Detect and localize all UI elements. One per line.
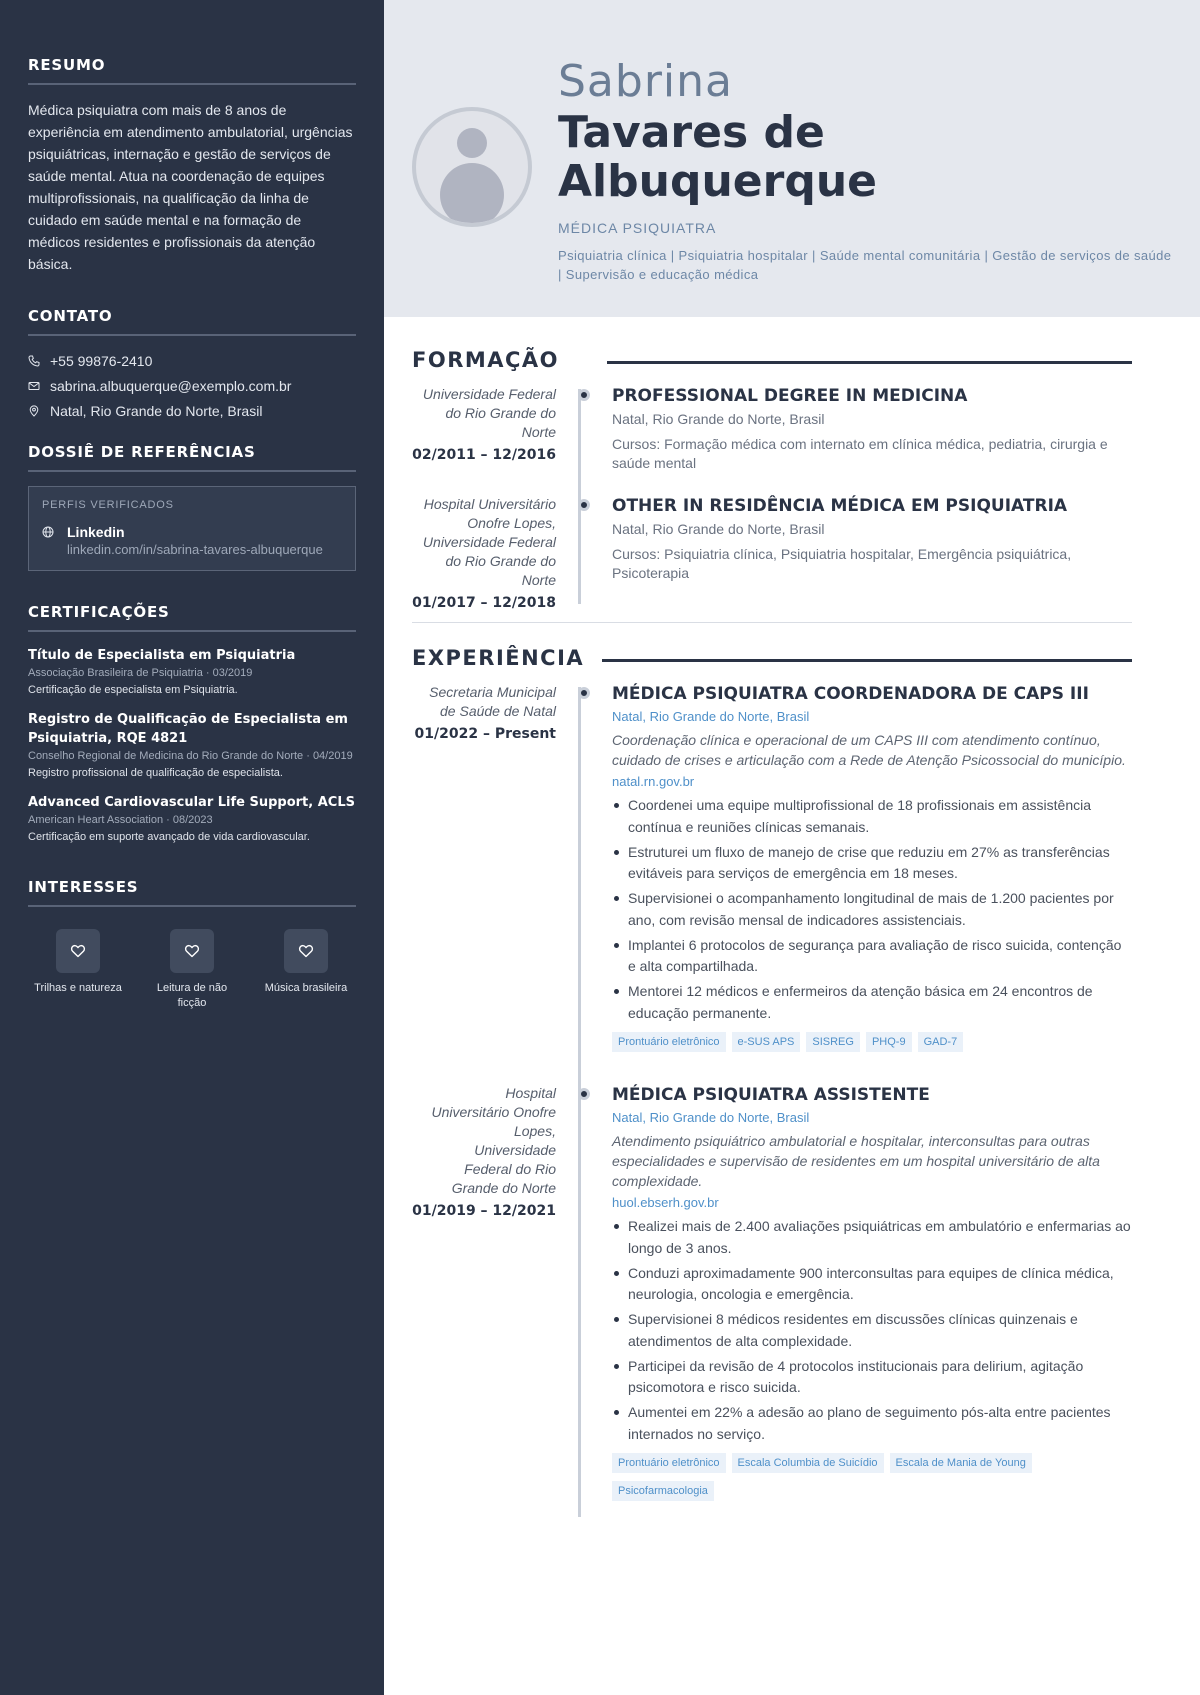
timeline-node	[558, 683, 612, 1060]
summary-heading: RESUMO	[28, 56, 356, 85]
institution: Hospital Universitário Onofre Lopes, Universidade Federal do Rio Grande do Norte	[422, 496, 556, 588]
certification-item	[28, 646, 356, 699]
contact-phone[interactable]	[28, 352, 356, 369]
globe-icon	[42, 526, 54, 538]
avatar-body-shape	[440, 163, 504, 227]
linkedin-profile[interactable]	[42, 523, 342, 558]
section-rule	[607, 361, 1132, 364]
experience-details	[612, 683, 1132, 1060]
skill-tag: Prontuário eletrônico	[612, 1032, 726, 1052]
experience-timeline	[412, 683, 1132, 1509]
certification-item	[28, 710, 356, 782]
last-name-line-1: Tavares de	[558, 107, 825, 158]
interest-label: Música brasileira	[264, 982, 348, 994]
linkedin-label: Linkedin	[67, 524, 125, 540]
achievements-list	[612, 795, 1132, 1024]
education-details	[612, 495, 1132, 612]
experience-heading: EXPERIÊNCIA	[412, 646, 585, 670]
location-text: Natal, Rio Grande do Norte, Brasil	[50, 402, 263, 419]
heart-icon	[284, 929, 328, 973]
skill-tag: e-SUS APS	[732, 1032, 801, 1052]
experience-entry	[412, 1084, 1132, 1509]
references-section	[28, 443, 356, 571]
experience-entry	[412, 683, 1132, 1060]
experience-dates: 01/2019 – 12/2021	[412, 1203, 556, 1219]
contact-location	[28, 402, 356, 419]
timeline-dot	[578, 1088, 590, 1100]
avatar-head-shape	[457, 128, 487, 158]
education-timeline	[412, 385, 1132, 612]
employer: Hospital Universitário Onofre Lopes, Universidade Federal do Rio Grande do Norte	[431, 1085, 556, 1196]
contact-section	[28, 307, 356, 419]
skill-tag: Escala Columbia de Suicídio	[732, 1453, 884, 1473]
interests-heading: INTERESSES	[28, 878, 356, 907]
education-courses: Cursos: Formação médica com internato em clínica médica, pediatria, cirurgia e saúde mental	[612, 436, 1108, 471]
interest-label: Trilhas e natureza	[34, 982, 122, 994]
education-courses: Cursos: Psiquiatria clínica, Psiquiatria hospitalar, Emergência psiquiátrica, Psicoterapia	[612, 546, 1072, 581]
interests-section	[28, 878, 356, 1011]
phone-text: +55 99876-2410	[50, 352, 153, 369]
interests-list	[28, 921, 356, 1011]
education-entry	[412, 385, 1132, 473]
certification-issuer: Associação Brasileira de Psiquiatria · 03/2019	[28, 667, 253, 679]
certification-item	[28, 793, 356, 846]
achievement-item: Supervisionei 8 médicos residentes em discussões clínicas quinzenais e atendimentos de alta complexidade.	[612, 1309, 1132, 1352]
main-content	[412, 345, 1132, 1509]
employer: Secretaria Municipal de Saúde de Natal	[429, 684, 556, 719]
mail-icon	[28, 380, 40, 392]
degree-title: OTHER IN RESIDÊNCIA MÉDICA EM PSIQUIATRIA	[612, 496, 1068, 516]
certification-description: Certificação de especialista em Psiquiatria.	[28, 684, 238, 696]
employer-website-link[interactable]: huol.ebserh.gov.br	[612, 1195, 719, 1210]
achievement-item: Realizei mais de 2.400 avaliações psiquiátricas em ambulatório e enfermarias ao longo de 3 anos.	[612, 1216, 1132, 1259]
certification-issuer: Conselho Regional de Medicina do Rio Grande do Norte · 04/2019	[28, 750, 353, 762]
timeline-node	[558, 1084, 612, 1509]
certifications-section	[28, 603, 356, 846]
phone-icon	[28, 355, 40, 367]
skill-tags	[612, 1453, 1132, 1509]
email-text: sabrina.albuquerque@exemplo.com.br	[50, 377, 292, 394]
certification-title: Advanced Cardiovascular Life Support, ACLS	[28, 795, 355, 810]
employer-website-link[interactable]: natal.rn.gov.br	[612, 774, 695, 789]
job-title: MÉDICA PSIQUIATRA	[558, 220, 717, 236]
summary-section	[28, 56, 356, 275]
degree-title: PROFESSIONAL DEGREE IN MEDICINA	[612, 386, 968, 406]
education-dates: 01/2017 – 12/2018	[412, 595, 556, 611]
timeline-node	[558, 495, 612, 612]
skill-tag: GAD-7	[918, 1032, 964, 1052]
linkedin-url[interactable]: linkedin.com/in/sabrina-tavares-albuquerque	[67, 542, 323, 557]
certification-description: Registro profissional de qualificação de especialista.	[28, 767, 283, 779]
verified-profiles-box	[28, 486, 356, 571]
institution: Universidade Federal do Rio Grande do Norte	[422, 386, 556, 440]
job-role: MÉDICA PSIQUIATRA COORDENADORA DE CAPS III	[612, 684, 1089, 704]
section-rule	[602, 659, 1132, 662]
verified-profiles-caption: PERFIS VERIFICADOS	[42, 499, 174, 511]
skill-tag: Prontuário eletrônico	[612, 1453, 726, 1473]
name-block	[558, 56, 1178, 284]
job-role: MÉDICA PSIQUIATRA ASSISTENTE	[612, 1085, 930, 1105]
achievement-item: Conduzi aproximadamente 900 interconsultas para equipes de clínica médica, neurologia, oncologia e emergência.	[612, 1263, 1132, 1306]
sidebar	[0, 0, 384, 1695]
achievements-list	[612, 1216, 1132, 1445]
skill-tags	[612, 1032, 1132, 1060]
experience-location: Natal, Rio Grande do Norte, Brasil	[612, 709, 810, 724]
interest-item	[256, 929, 356, 1011]
experience-summary: Atendimento psiquiátrico ambulatorial e hospitalar, interconsultas para outras especialidades e supervisão de residentes em um hospital universitário de alta complexidade.	[612, 1133, 1100, 1189]
location-pin-icon	[28, 405, 40, 417]
education-details	[612, 385, 1132, 473]
education-entry	[412, 495, 1132, 612]
education-location: Natal, Rio Grande do Norte, Brasil	[612, 411, 825, 427]
achievement-item: Estruturei um fluxo de manejo de crise que reduziu em 27% as transferências evitáveis para serviços de emergência em 18 meses.	[612, 842, 1132, 885]
experience-summary: Coordenação clínica e operacional de um CAPS III com atendimento contínuo, cuidado de crises e articulação com a Rede de Atenção Psicossocial do município.	[612, 732, 1126, 768]
interest-item	[142, 929, 242, 1011]
last-name-line-2: Albuquerque	[558, 156, 877, 207]
achievement-item: Implantei 6 protocolos de segurança para avaliação de risco suicida, contenção e alta compartilhada.	[612, 935, 1132, 978]
contact-email[interactable]	[28, 377, 356, 394]
section-divider	[412, 622, 1132, 623]
certification-title: Registro de Qualificação de Especialista em Psiquiatria, RQE 4821	[28, 712, 348, 746]
timeline-node	[558, 385, 612, 473]
education-meta	[412, 495, 558, 612]
skill-tag: Psicofarmacologia	[612, 1481, 714, 1501]
specialties-line: Psiquiatria clínica | Psiquiatria hospitalar | Saúde mental comunitária | Gestão de serviços de saúde | Supervisão e educação médica	[558, 248, 1172, 282]
achievement-item: Participei da revisão de 4 protocolos institucionais para delirium, agitação psicomotora e risco suicida.	[612, 1356, 1132, 1399]
experience-details	[612, 1084, 1132, 1509]
certification-issuer: American Heart Association · 08/2023	[28, 814, 213, 826]
education-dates: 02/2011 – 12/2016	[412, 447, 556, 463]
skill-tag: Escala de Mania de Young	[890, 1453, 1032, 1473]
timeline-dot	[578, 389, 590, 401]
achievement-item: Coordenei uma equipe multiprofissional de 18 profissionais em assistência contínua e reuniões clínicas semanais.	[612, 795, 1132, 838]
interest-label: Leitura de não ficção	[156, 982, 228, 1009]
summary-text: Médica psiquiatra com mais de 8 anos de experiência em atendimento ambulatorial, urgências psiquiátricas, internação e gestão de serviços de saúde mental. Atua na coordenação de equipes multiprofissionais, na qualificação da linha de cuidado em saúde mental e na formação de médicos residentes e profissionais da atenção básica.	[28, 102, 353, 272]
avatar	[412, 107, 532, 227]
experience-meta	[412, 1084, 558, 1509]
profile-header	[384, 0, 1200, 317]
experience-location: Natal, Rio Grande do Norte, Brasil	[612, 1110, 810, 1125]
skill-tag: PHQ-9	[866, 1032, 912, 1052]
achievement-item: Aumentei em 22% a adesão ao plano de seguimento pós-alta entre pacientes internados no serviço.	[612, 1402, 1132, 1445]
experience-meta	[412, 683, 558, 1060]
education-heading-row	[412, 345, 1132, 375]
education-location: Natal, Rio Grande do Norte, Brasil	[612, 521, 825, 537]
education-meta	[412, 385, 558, 473]
timeline-dot	[578, 499, 590, 511]
heart-icon	[170, 929, 214, 973]
achievement-item: Supervisionei o acompanhamento longitudinal de mais de 1.200 pacientes por ano, com revisão mensal de indicadores assistenciais.	[612, 888, 1132, 931]
skill-tag: SISREG	[806, 1032, 860, 1052]
heart-icon	[56, 929, 100, 973]
references-heading: DOSSIÊ DE REFERÊNCIAS	[28, 443, 356, 472]
certifications-heading: CERTIFICAÇÕES	[28, 603, 356, 632]
timeline-dot	[578, 687, 590, 699]
experience-dates: 01/2022 – Present	[414, 726, 556, 742]
experience-heading-row	[412, 643, 1132, 673]
certification-title: Título de Especialista em Psiquiatria	[28, 648, 296, 663]
contact-heading: CONTATO	[28, 307, 356, 336]
first-name: Sabrina	[558, 56, 733, 107]
education-heading: FORMAÇÃO	[412, 348, 560, 372]
achievement-item: Mentorei 12 médicos e enfermeiros da atenção básica em 24 encontros de educação permanente.	[612, 981, 1132, 1024]
certification-description: Certificação em suporte avançado de vida cardiovascular.	[28, 831, 310, 843]
interest-item	[28, 929, 128, 1011]
